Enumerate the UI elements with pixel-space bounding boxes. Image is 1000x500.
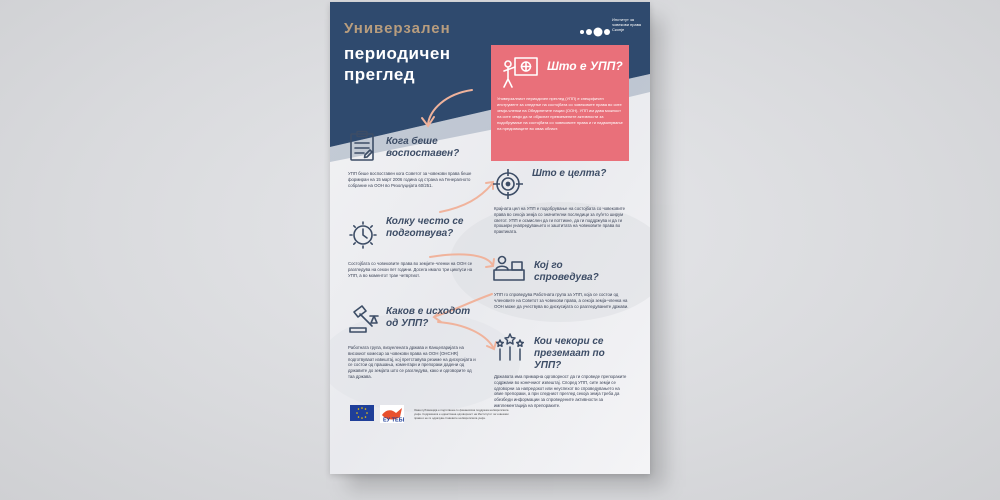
eu-tebe-logo-text: ЕУ ТЕБЕ — [383, 417, 404, 423]
upp-title: Што е УПП? — [547, 59, 623, 73]
section-text-outcome: Работната група, визуелената држава и Канцеларијата на високиот комесар за човекови права на ООН (OHCHR) подготвуваат извештај, кој претставува резиме на дискусијата и се состои од прашања, коментари и препораки дадени од државите до земјата што се разгледува, како и одговорите од таа држава. — [348, 345, 476, 379]
section-question-when: Кога беше воспоставен? — [386, 136, 460, 159]
section-question-how-often: Колку често се подготвува? — [386, 216, 464, 239]
footer-disclaimer: Оваа публикација е подготвена со финансиска поддршка на Европската унија. Содржината е единствена одговорност на Институтот за човекови права и не ги одразува ставовите на Европската унија. — [414, 408, 509, 420]
section-text-steps: Државата има примарна одговорност да ги спроведе препораките содржани во конечниот извештај. Според УПП, сите земји се одговорни за напредокот или неуспехот во спроведувањето на овие препораки, а при следниот преглед секоја земја треба да обезбеди информации за спроведените активности за имплементација на препораките. — [494, 374, 627, 408]
eu-flag-icon — [350, 405, 374, 421]
section-text-how-often: Состојбата со човековите права во земјите-членки на ООН се разгледува на секои пет години. Досега имало три циклуси на УПП, а во моментот трае четвртиот. — [348, 261, 473, 278]
section-question-who: Кој го спроведува? — [534, 260, 599, 283]
gavel-icon — [348, 304, 380, 334]
title-line-3: преглед — [344, 65, 416, 84]
poster — [330, 2, 650, 474]
section-text-when: УПП беше воспоставен кога Советот за човекови права беше формиран на 15 март 2006 година од страна на Генералното собрание на ООН во Резолуцијата 60/251. — [348, 171, 472, 188]
clipboard-icon — [348, 130, 376, 162]
clock-icon — [348, 220, 378, 250]
eu-tebe-logo — [380, 405, 404, 423]
section-text-goal: Крајната цел на УПП е подобрување на состојбата со човековите права во секоја земја со значителни последици за луѓето ширум светот. УПП е осмислен да ги поттикне, да ги поддржува и да ги прошири унапредувањето и заштитата на човековите права во практиката. — [494, 206, 626, 235]
target-icon — [492, 168, 524, 200]
upp-body: Универзалниот периодичен преглед (УПП) е специфичен инструмент за следење на состојбата со човековите права во сите земји-членки на Обединетите нации (ООН). УПП им дава можност на сите земји да ги објаснат превземените активности за подобрување на состојбата со човековите права и ги надминување на предизвиците во оваа област. — [497, 96, 623, 131]
section-question-goal: Што е целта? — [532, 168, 607, 179]
title-line-2: периодичен — [344, 44, 451, 63]
section-text-who: УПП го спроведува Работната група за УПП, која се состои од членовите на Советот за човекови права, а секоја земја-членка на ООН може да учествува во дискусијата со разгледуваните држави. — [494, 292, 629, 309]
section-question-steps: Кои чекори се преземаат по УПП? — [534, 336, 605, 371]
section-question-outcome: Каков е исходот од УПП? — [386, 306, 471, 329]
title-line-1: Универзален — [344, 20, 451, 37]
presentation-icon — [501, 55, 539, 89]
what-is-upp-box — [491, 45, 629, 161]
logo-text: Институт за човекови права Скопје — [612, 17, 642, 32]
stars-hands-icon — [492, 332, 528, 362]
desk-icon — [492, 254, 526, 282]
